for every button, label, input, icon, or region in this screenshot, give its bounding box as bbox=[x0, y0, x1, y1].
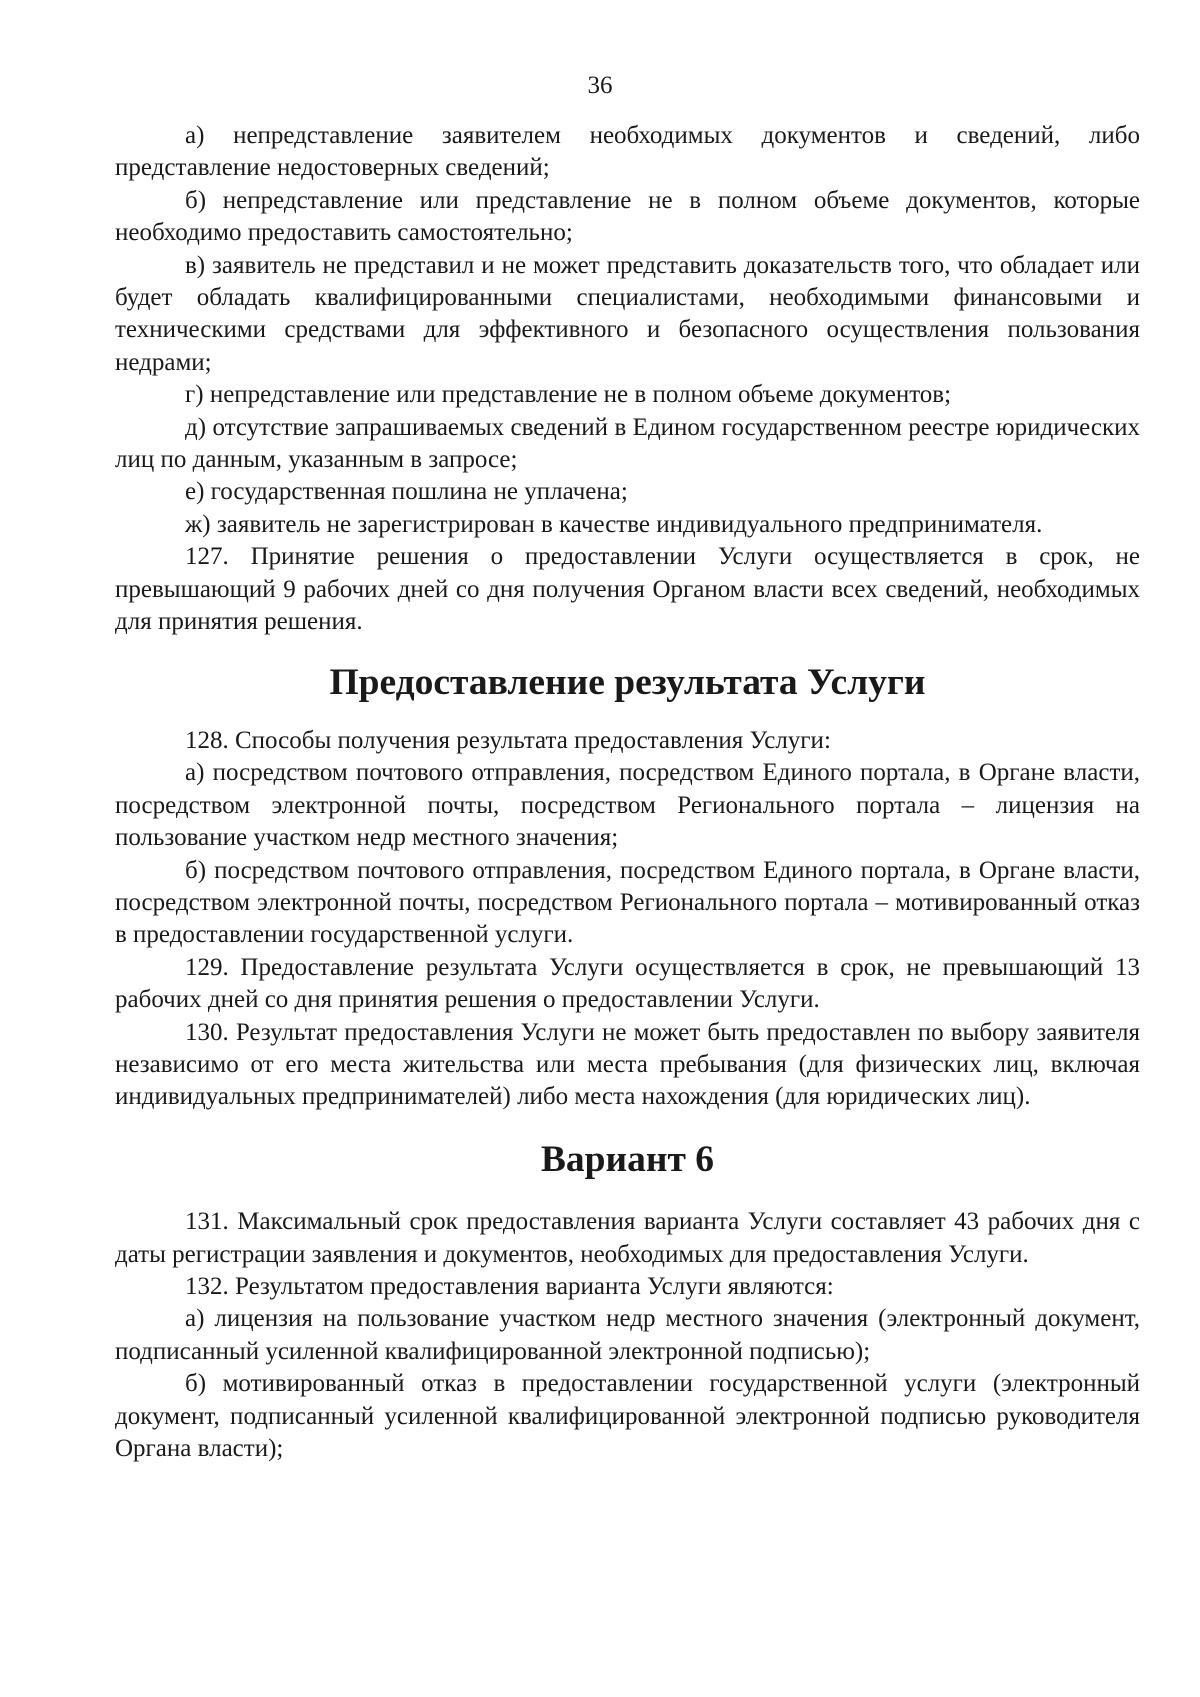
section-heading-variant-6: Вариант 6 bbox=[540, 1138, 715, 1180]
paragraph-132-b: б) мотивированный отказ в предоставлении государственной услуги (электронный документ, подписанный усиленной квалифицированной электронной подписью руководителя Органа власти); bbox=[115, 1370, 1140, 1463]
paragraph-130: 130. Результат предоставления Услуги не может быть предоставлен по выбору заявителя независимо от его места жительства или места пребывания (для физических лиц, включая индивидуальных предпринимателей) либо места нахождения (для юридических лиц). bbox=[115, 1018, 1140, 1111]
paragraph-129: 129. Предоставление результата Услуги осуществляется в срок, не превышающий 13 рабочих дней со дня принятия решения о предоставлении Услуги. bbox=[115, 953, 1140, 1014]
list-item-b: б) непредставление или представление не в полном объеме документов, которые необходимо предоставить самостоятельно; bbox=[115, 186, 1140, 247]
paragraph-128-a: а) посредством почтового отправления, посредством Единого портала, в Органе власти, посредством электронной почты, посредством Регионального портала – лицензия на пользование участком недр местного значения; bbox=[115, 759, 1140, 852]
paragraph-131: 131. Максимальный срок предоставления варианта Услуги составляет 43 рабочих дня с даты регистрации заявления и документов, необходимых для предоставления Услуги. bbox=[115, 1208, 1140, 1268]
paragraph-132: 132. Результатом предоставления варианта Услуги являются: bbox=[185, 1273, 834, 1300]
paragraph-128: 128. Способы получения результата предоставления Услуги: bbox=[185, 726, 831, 754]
list-item-v: в) заявитель не представил и не может представить доказательств того, что обладает или будет обладать квалифицированными специалистами, необходимыми финансовыми и техническими средствами для эффективного и безопасного осуществления пользования недрами; bbox=[115, 251, 1140, 376]
list-item-zh: ж) заявитель не зарегистрирован в качестве индивидуального предпринимателя. bbox=[185, 510, 1043, 538]
section-heading-result: Предоставление результата Услуги bbox=[329, 661, 926, 703]
list-item-a: а) непредставление заявителем необходимых документов и сведений, либо представление недостоверных сведений; bbox=[115, 122, 1140, 182]
list-item-d: д) отсутствие запрашиваемых сведений в Едином государственном реестре юридических лиц по данным, указанным в запросе; bbox=[115, 413, 1140, 474]
paragraph-132-a: а) лицензия на пользование участком недр местного значения (электронный документ, подписанный усиленной квалифицированной электронной подписью); bbox=[115, 1305, 1140, 1365]
paragraph-128-b: б) посредством почтового отправления, посредством Единого портала, в Органе власти, посредством электронной почты, посредством Регионального портала – мотивированный отказ в предоставлении государственной услуги. bbox=[115, 856, 1140, 949]
paragraph-127: 127. Принятие решения о предоставлении Услуги осуществляется в срок, не превышающий 9 рабочих дней со дня получения Органом власти всех сведений, необходимых для принятия решения. bbox=[115, 543, 1140, 636]
list-item-e: е) государственная пошлина не уплачена; bbox=[185, 478, 628, 506]
list-item-g: г) непредставление или представление не в полном объеме документов; bbox=[185, 381, 952, 409]
document-body bbox=[115, 120, 1140, 1465]
page-number: 36 bbox=[587, 72, 613, 99]
